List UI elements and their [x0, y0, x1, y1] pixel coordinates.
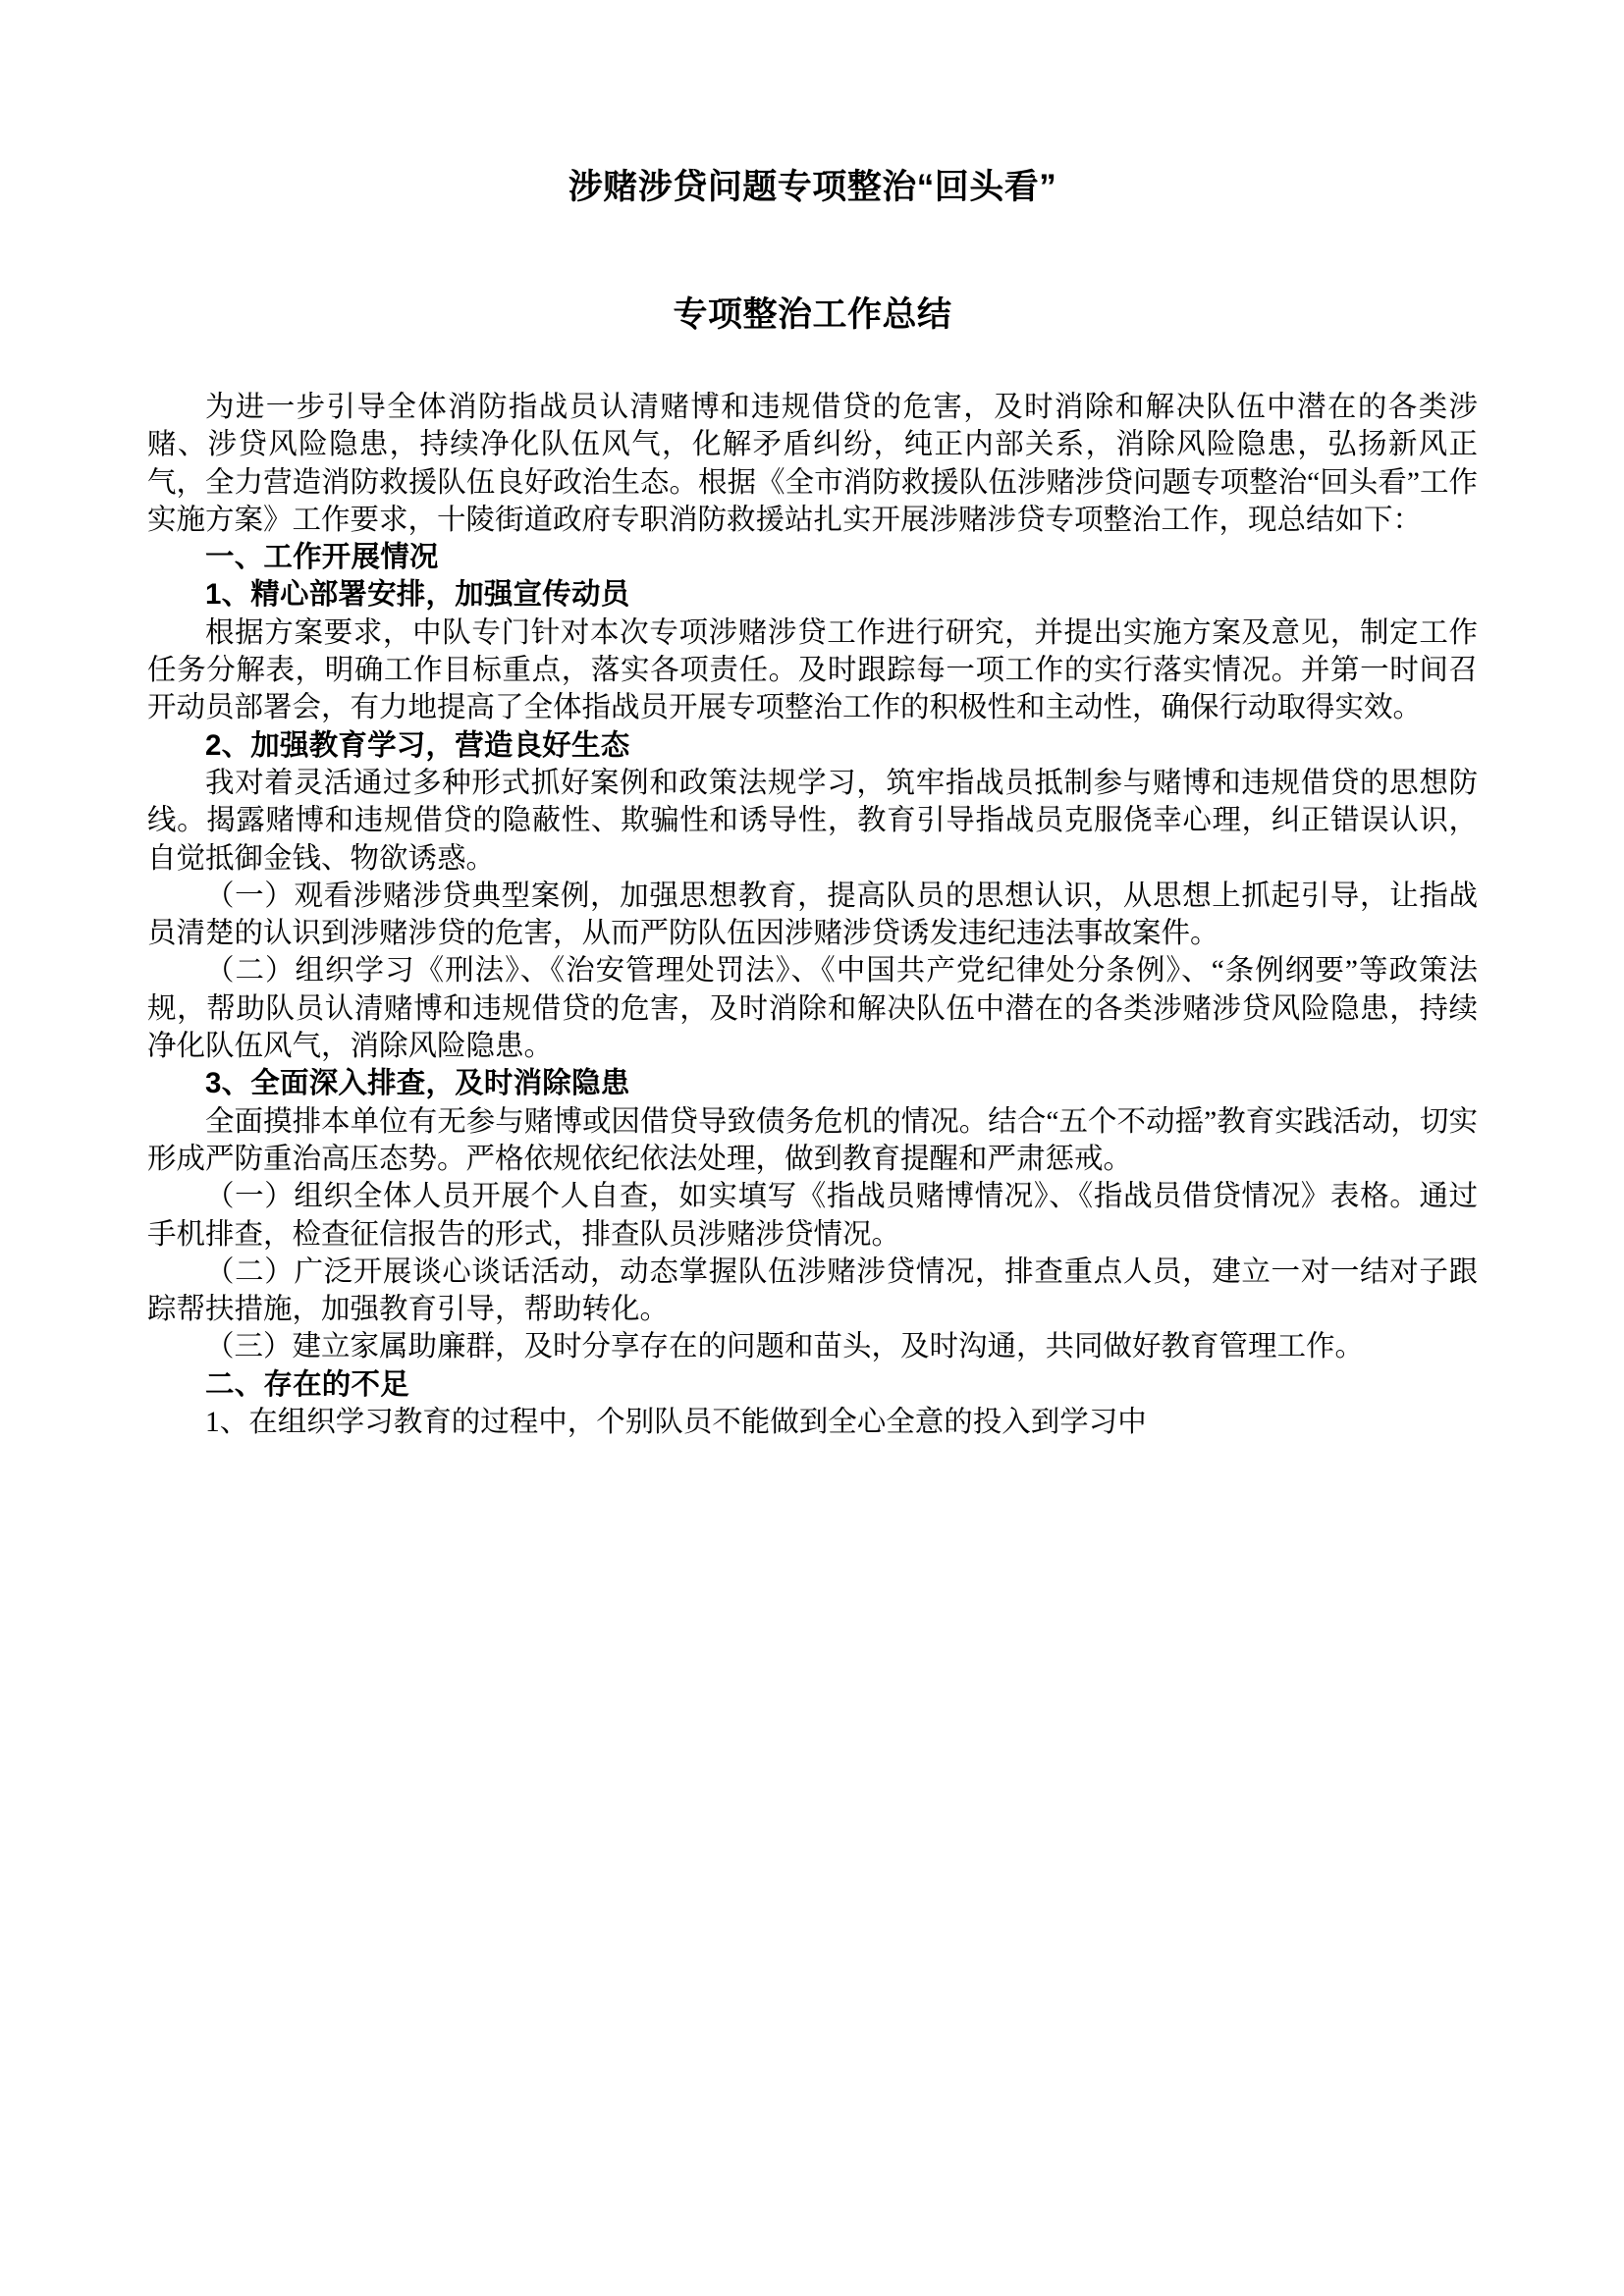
section-heading: 二、存在的不足	[205, 1367, 409, 1401]
body-paragraph: （一）组织全体人员开展个人自查，如实填写《指战员赌博情况》、《指战员借贷情况》表格。通过手机排查，检查征信报告的形式，排查队员涉赌涉贷情况。	[147, 1181, 1478, 1251]
body-paragraph: （二）组织学习《刑法》、《治安管理处罚法》、《中国共产党纪律处分条例》、“条例纲要”等政策法规，帮助队员认清赌博和违规借贷的危害，及时消除和解决队伍中潜在的各类涉赌涉贷风险隐患，持续净化队伍风气，消除风险隐患。	[147, 955, 1478, 1063]
body-paragraph: 1、在组织学习教育的过程中，个别队员不能做到全心全意的投入到学习中	[205, 1407, 1147, 1439]
section-heading: 1、精心部署安排，加强宣传动员	[205, 578, 630, 612]
section-heading: 2、加强教育学习，营造良好生态	[205, 728, 630, 762]
body-paragraph: （二）广泛开展谈心谈话活动，动态掌握队伍涉赌涉贷情况，排查重点人员，建立一对一结对子跟踪帮扶措施，加强教育引导，帮助转化。	[147, 1255, 1478, 1326]
body-paragraph: 我对着灵活通过多种形式抓好案例和政策法规学习，筑牢指战员抵制参与赌博和违规借贷的思想防线。揭露赌博和违规借贷的隐蔽性、欺骗性和诱导性，教育引导指战员克服侥幸心理，纠正错误认识，自觉抵御金钱、物欲诱惑。	[147, 767, 1478, 875]
page-title: 涉赌涉贷问题专项整治“回头看”	[568, 168, 1057, 206]
body-paragraph: 根据方案要求，中队专门针对本次专项涉赌涉贷工作进行研究，并提出实施方案及意见，制定工作任务分解表，明确工作目标重点，落实各项责任。及时跟踪每一项工作的实行落实情况。并第一时间召开动员部署会，有力地提高了全体指战员开展专项整治工作的积极性和主动性，确保行动取得实效。	[147, 616, 1478, 724]
body-paragraph: （一）观看涉赌涉贷典型案例，加强思想教育，提高队员的思想认识，从思想上抓起引导，让指战员清楚的认识到涉赌涉贷的危害，从而严防队伍因涉赌涉贷诱发违纪违法事故案件。	[147, 880, 1478, 950]
section-heading: 一、工作开展情况	[205, 541, 439, 574]
page-subtitle: 专项整治工作总结	[673, 295, 952, 334]
document-content	[147, 0, 1478, 1441]
section-heading: 3、全面深入排查，及时消除隐患	[205, 1067, 630, 1100]
body-paragraph: 为进一步引导全体消防指战员认清赌博和违规借贷的危害，及时消除和解决队伍中潜在的各类涉赌、涉贷风险隐患，持续净化队伍风气，化解矛盾纠纷，纯正内部关系，消除风险隐患，弘扬新风正气，全力营造消防救援队伍良好政治生态。根据《全市消防救援队伍涉赌涉贷问题专项整治“回头看”工作实施方案》工作要求，十陵街道政府专职消防救援站扎实开展涉赌涉贷专项整治工作，现总结如下：	[147, 392, 1478, 536]
body-paragraph: 全面摸排本单位有无参与赌博或因借贷导致债务危机的情况。结合“五个不动摇”教育实践活动，切实形成严防重治高压态势。严格依规依纪依法处理，做到教育提醒和严肃惩戒。	[147, 1105, 1478, 1175]
document-body	[147, 338, 1478, 1441]
title-block	[147, 0, 1478, 338]
body-paragraph: （三）建立家属助廉群，及时分享存在的问题和苗头，及时沟通，共同做好教育管理工作。	[205, 1331, 1365, 1363]
